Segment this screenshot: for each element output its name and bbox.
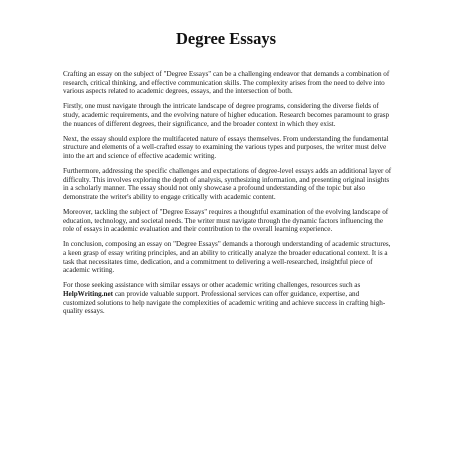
paragraph-landscape: Moreover, tackling the subject of "Degree Essays" requires a thoughtful examination of the evolving landscape of education, technology, and societal needs. The writer must navigate through the dynamic factors influencing the role of essays in academic evaluation and their contribution to the overall learning experience. [63,208,389,234]
paragraph-intro: Crafting an essay on the subject of "Degree Essays" can be a challenging endeavor that demands a combination of research, critical thinking, and effective communication skills. The complexity arises from the need to delve into various aspects related to academic degrees, essays, and the intersection of both. [63,70,390,96]
helpwriting-link[interactable]: HelpWriting.net [63,290,114,299]
assistance-text-before: For those seeking assistance with similar essays or other academic writing challenges, resources such as [63,281,361,290]
document-title: Degree Essays [175,29,277,48]
paragraph-assistance [63,281,393,315]
assistance-text-after: can provide valuable support. Professional services can offer guidance, expertise, and customized solutions to help navigate the complexities of academic writing and achieve success in crafting high-quality essays. [63,290,386,316]
paragraph-degree-programs: Firstly, one must navigate through the intricate landscape of degree programs, considering the diverse fields of study, academic requirements, and the evolving nature of higher education. Research becomes paramount to grasp the nuances of different degrees, their significance, and the broader context in which they exist. [63,102,390,128]
paragraph-challenges: Furthermore, addressing the specific challenges and expectations of degree-level essays adds an additional layer of difficulty. This involves exploring the depth of analysis, synthesizing information, and presenting original insights in a scholarly manner. The essay should not only showcase a profound understanding of the topic but also demonstrate the writer's ability to engage critically with academic content. [63,167,392,201]
paragraph-conclusion: In conclusion, composing an essay on "Degree Essays" demands a thorough understanding of academic structures, a keen grasp of essay writing principles, and an ability to critically analyze the broader educational context. It is a task that necessitates time, dedication, and a commitment to delivering a well-researched, insightful piece of academic writing. [63,240,391,275]
document-body [63,70,393,322]
paragraph-essay-nature: Next, the essay should explore the multifaceted nature of essays themselves. From understanding the fundamental structure and elements of a well-crafted essay to examining the various types and purposes, the writer must delve into the art and science of effective academic writing. [63,134,389,160]
